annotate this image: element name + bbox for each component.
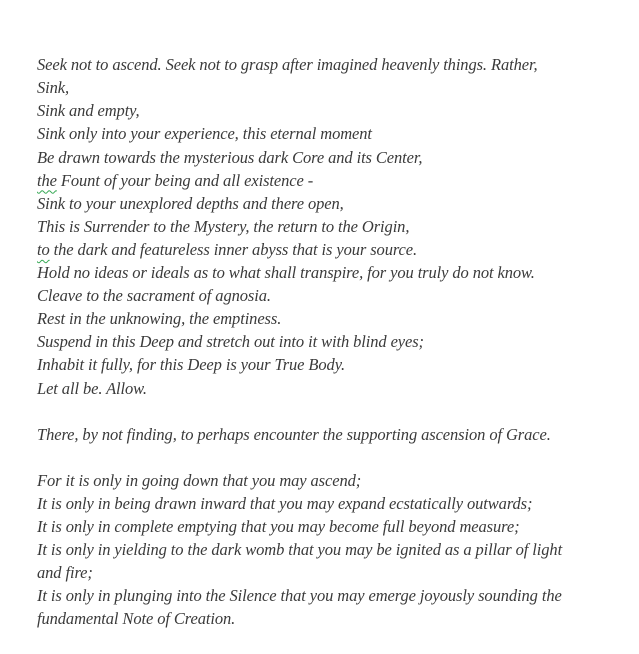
text-line bbox=[37, 584, 611, 607]
text-segment: Hold no ideas or ideals as to what shall transpire, for you truly do not know. bbox=[37, 263, 535, 283]
text-line bbox=[37, 307, 611, 330]
text-line bbox=[37, 469, 611, 492]
text-segment: Sink to your unexplored depths and there open, bbox=[37, 193, 344, 213]
grammar-check-word: to bbox=[37, 239, 50, 259]
text-segment: It is only in yielding to the dark womb that you may be ignited as a pillar of light bbox=[37, 540, 563, 560]
text-segment: For it is only in going down that you may ascend; bbox=[37, 470, 362, 490]
text-line bbox=[37, 99, 611, 122]
poem-body bbox=[37, 53, 611, 630]
text-line bbox=[37, 169, 611, 192]
text-segment: Rest in the unknowing, the emptiness. bbox=[37, 309, 282, 329]
text-line bbox=[37, 238, 611, 261]
text-segment: It is only in complete emptying that you may become full beyond measure; bbox=[37, 517, 520, 537]
text-line bbox=[37, 423, 611, 446]
blank-line bbox=[37, 446, 611, 469]
text-line bbox=[37, 146, 611, 169]
text-segment: Let all be. Allow. bbox=[37, 378, 147, 398]
text-line bbox=[37, 122, 611, 145]
text-line bbox=[37, 330, 611, 353]
text-segment: There, by not finding, to perhaps encounter the supporting ascension of Grace. bbox=[37, 424, 551, 444]
text-line bbox=[37, 53, 611, 76]
text-line bbox=[37, 215, 611, 238]
text-segment: the dark and featureless inner abyss that is your source. bbox=[49, 239, 418, 259]
text-line bbox=[37, 561, 611, 584]
text-line bbox=[37, 353, 611, 376]
blank-line bbox=[37, 400, 611, 423]
text-segment: Be drawn towards the mysterious dark Core and its Center, bbox=[37, 147, 423, 167]
text-segment: Sink and empty, bbox=[37, 101, 140, 121]
text-segment: This is Surrender to the Mystery, the return to the Origin, bbox=[37, 216, 410, 236]
text-line bbox=[37, 492, 611, 515]
text-line bbox=[37, 261, 611, 284]
text-line bbox=[37, 377, 611, 400]
text-line bbox=[37, 284, 611, 307]
text-line bbox=[37, 76, 611, 99]
text-line bbox=[37, 192, 611, 215]
text-segment: Inhabit it fully, for this Deep is your True Body. bbox=[37, 355, 346, 375]
text-segment: Sink only into your experience, this eternal moment bbox=[37, 124, 372, 144]
text-segment: Seek not to ascend. Seek not to grasp after imagined heavenly things. Rather, bbox=[37, 55, 538, 75]
text-segment: Sink, bbox=[37, 78, 70, 98]
text-segment: Suspend in this Deep and stretch out into it with blind eyes; bbox=[37, 332, 424, 352]
text-segment: and fire; bbox=[37, 563, 93, 583]
text-line bbox=[37, 538, 611, 561]
text-line bbox=[37, 515, 611, 538]
text-segment: Cleave to the sacrament of agnosia. bbox=[37, 286, 271, 306]
text-segment: It is only in being drawn inward that you may expand ecstatically outwards; bbox=[37, 493, 533, 513]
text-segment: fundamental Note of Creation. bbox=[37, 609, 236, 629]
grammar-check-word: the bbox=[37, 170, 57, 190]
text-line bbox=[37, 607, 611, 630]
text-segment: Fount of your being and all existence - bbox=[56, 170, 314, 190]
text-segment: It is only in plunging into the Silence that you may emerge joyously sounding the bbox=[37, 586, 562, 606]
